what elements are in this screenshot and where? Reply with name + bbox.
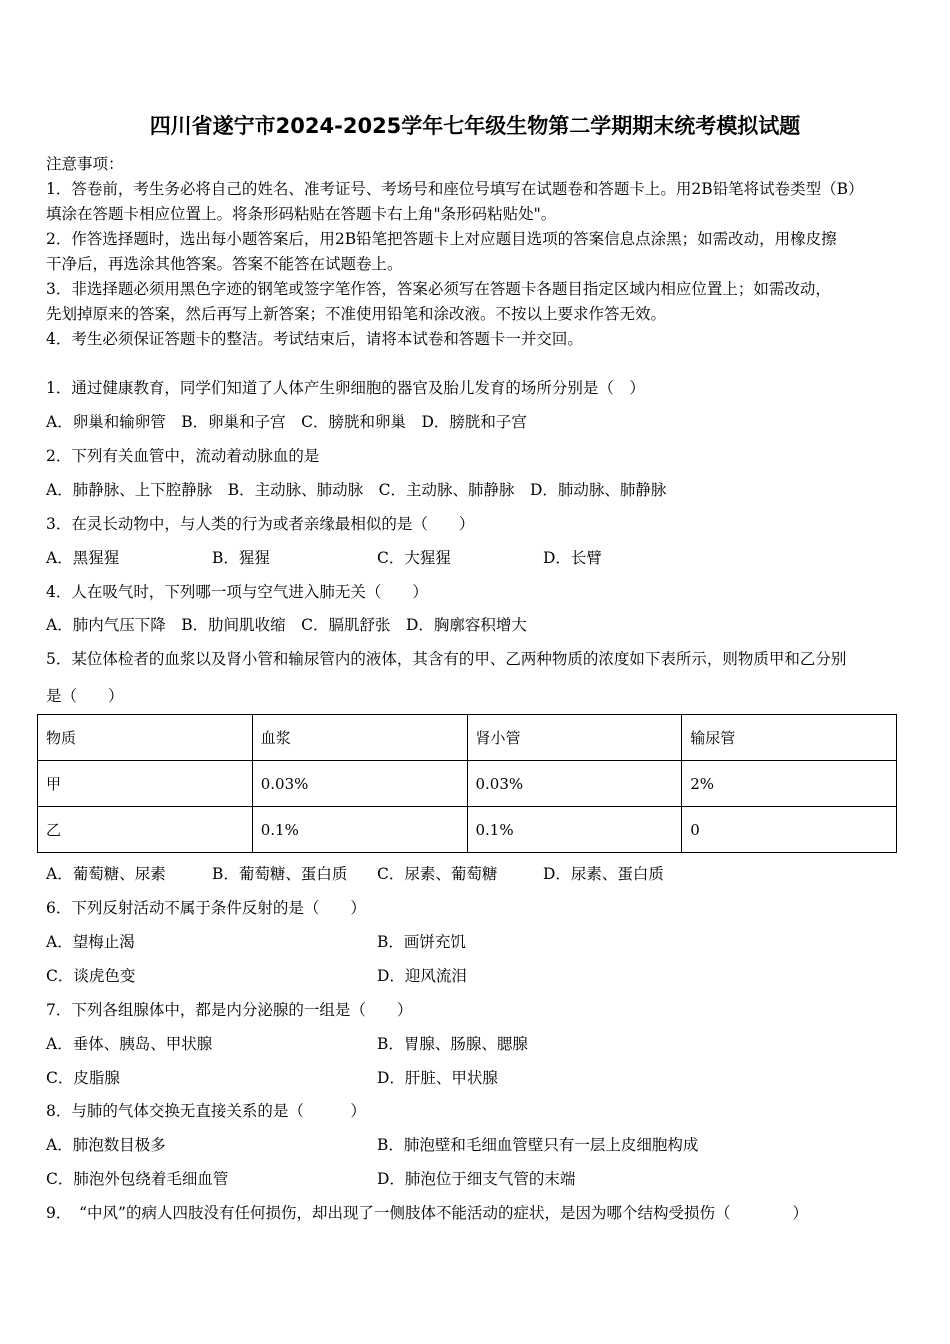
question-1-options: A．卵巢和输卵管 B．卵巢和子宫 C．膀胱和卵巢 D．膀胱和子宫 <box>46 413 527 431</box>
question-6-stem: 6．下列反射活动不属于条件反射的是（ ） <box>46 899 366 917</box>
question-6-option-a: A．望梅止渴 <box>46 933 135 951</box>
notice-line: 干净后，再选涂其他答案。答案不能答在试题卷上。 <box>46 255 403 273</box>
question-5-stem-cont: 是（ ） <box>46 687 124 705</box>
table-cell: 甲 <box>38 761 253 807</box>
question-8-option-c: C．肺泡外包绕着毛细血管 <box>46 1170 229 1188</box>
question-9-stem: 9． “中风”的病人四肢没有任何损伤，却出现了一侧肢体不能活动的症状，是因为哪个结构受损伤（ ） <box>46 1204 808 1222</box>
question-6-option-b: B．画饼充饥 <box>377 933 466 951</box>
question-7-option-d: D．肝脏、甲状腺 <box>377 1069 498 1087</box>
notice-line: 4．考生必须保证答题卡的整洁。考试结束后，请将本试卷和答题卡一并交回。 <box>46 330 583 348</box>
question-8-option-a: A．肺泡数目极多 <box>46 1136 166 1154</box>
table-cell: 2% <box>682 761 897 807</box>
page-title: 四川省遂宁市2024-2025学年七年级生物第二学期期末统考模拟试题 <box>149 114 801 138</box>
question-3-option-a: A．黑猩猩 <box>46 549 120 567</box>
question-3-option-c: C．大猩猩 <box>377 549 451 567</box>
table-header-cell: 输尿管 <box>682 715 897 761</box>
question-6-option-c: C．谈虎色变 <box>46 967 136 985</box>
table-header-row <box>38 715 897 761</box>
question-7-option-a: A．垂体、胰岛、甲状腺 <box>46 1035 213 1053</box>
notice-heading: 注意事项： <box>46 155 124 173</box>
table-cell: 0.1% <box>467 807 682 853</box>
table-cell: 0.1% <box>252 807 467 853</box>
question-7-option-c: C．皮脂腺 <box>46 1069 120 1087</box>
question-3-option-d: D．长臂 <box>543 549 602 567</box>
notice-line: 先划掉原来的答案，然后再写上新答案；不准使用铅笔和涂改液。不按以上要求作答无效。 <box>46 305 667 323</box>
concentration-table <box>37 714 897 853</box>
question-7-stem: 7．下列各组腺体中，都是内分泌腺的一组是（ ） <box>46 1001 413 1019</box>
notice-line: 3．非选择题必须用黑色字迹的钢笔或签字笔作答，答案必须写在答题卡各题目指定区域内相应位置上；如需改动， <box>46 280 831 298</box>
question-5-option-d: D．尿素、蛋白质 <box>543 865 664 883</box>
question-2-stem: 2．下列有关血管中，流动着动脉血的是 <box>46 447 320 465</box>
table-cell: 0.03% <box>467 761 682 807</box>
table-cell: 0.03% <box>252 761 467 807</box>
question-8-stem: 8．与肺的气体交换无直接关系的是（ ） <box>46 1102 366 1120</box>
table-row <box>38 807 897 853</box>
question-4-stem: 4．人在吸气时，下列哪一项与空气进入肺无关（ ） <box>46 583 428 601</box>
notice-line: 填涂在答题卡相应位置上。将条形码粘贴在答题卡右上角"条形码粘贴处"。 <box>46 205 557 223</box>
question-1-stem: 1．通过健康教育，同学们知道了人体产生卵细胞的器官及胎儿发育的场所分别是（ ） <box>46 379 645 397</box>
question-5-option-a: A．葡萄糖、尿素 <box>46 865 166 883</box>
table-header-cell: 血浆 <box>252 715 467 761</box>
question-8-option-d: D．肺泡位于细支气管的末端 <box>377 1170 576 1188</box>
table-header-cell: 肾小管 <box>467 715 682 761</box>
question-5-option-c: C．尿素、葡萄糖 <box>377 865 498 883</box>
question-4-options: A．肺内气压下降 B．肋间肌收缩 C．膈肌舒张 D．胸廓容积增大 <box>46 616 527 634</box>
question-3-option-b: B．猩猩 <box>212 549 270 567</box>
notice-line: 1．答卷前，考生务必将自己的姓名、准考证号、考场号和座位号填写在试题卷和答题卡上。用2B铅笔将试卷类型（B） <box>46 180 864 198</box>
question-7-option-b: B．胃腺、肠腺、腮腺 <box>377 1035 528 1053</box>
table-cell: 乙 <box>38 807 253 853</box>
question-5-option-b: B．葡萄糖、蛋白质 <box>212 865 348 883</box>
notice-line: 2．作答选择题时，选出每小题答案后，用2B铅笔把答题卡上对应题目选项的答案信息点涂黑；如需改动，用橡皮擦 <box>46 230 837 248</box>
table-cell: 0 <box>682 807 897 853</box>
question-3-stem: 3．在灵长动物中，与人类的行为或者亲缘最相似的是（ ） <box>46 515 475 533</box>
question-5-stem: 5．某位体检者的血浆以及肾小管和输尿管内的液体，其含有的甲、乙两种物质的浓度如下表所示，则物质甲和乙分别 <box>46 650 847 668</box>
question-8-option-b: B．肺泡壁和毛细血管壁只有一层上皮细胞构成 <box>377 1136 699 1154</box>
question-6-option-d: D．迎风流泪 <box>377 967 467 985</box>
table-header-cell: 物质 <box>38 715 253 761</box>
table-row <box>38 761 897 807</box>
question-2-options: A．肺静脉、上下腔静脉 B．主动脉、肺动脉 C．主动脉、肺静脉 D．肺动脉、肺静脉 <box>46 481 667 499</box>
